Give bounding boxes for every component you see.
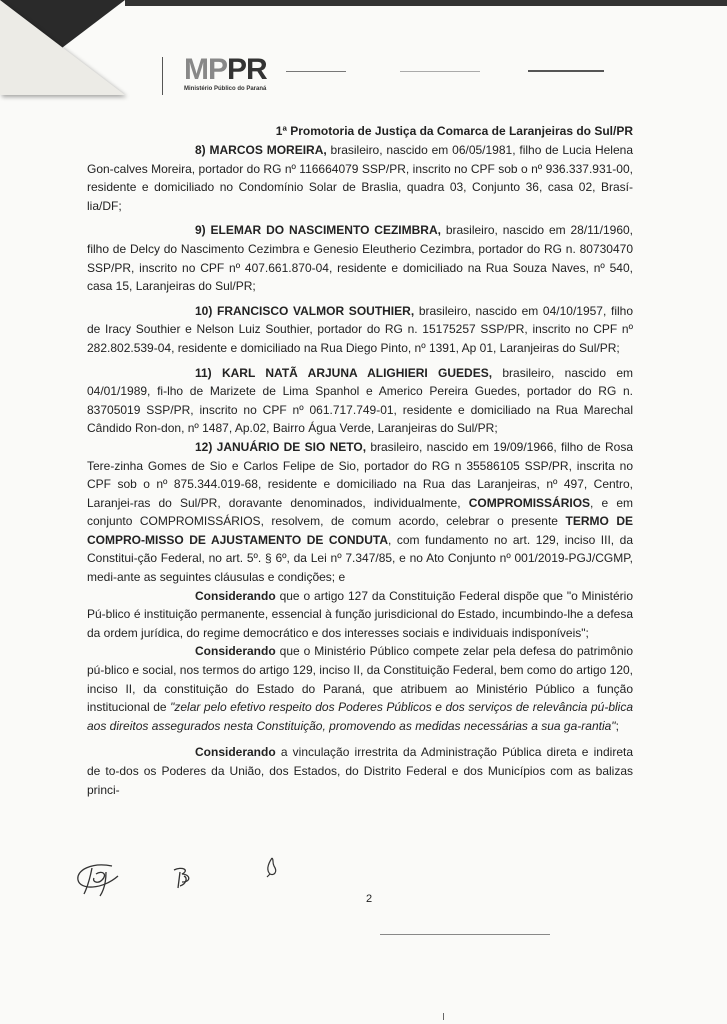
logo-mark — [184, 53, 267, 87]
party-8 — [87, 141, 633, 215]
party-name: 10) FRANCISCO VALMOR SOUTHIER, — [195, 303, 415, 318]
party-11 — [87, 364, 633, 438]
signature-initials-1 — [72, 860, 132, 898]
considerando-text: que o Ministério Público compete zelar pela defesa do patrimônio pú-blico e social, nos termos do artigo 129, inciso II, da Constituição Federal, bem como do artigo 120, inciso II, da constituição do Estado do Paraná, que atribuem ao Ministério Público a função institucional de — [87, 644, 633, 715]
considerando-text: que o artigo 127 da Constituição Federal dispõe que "o Ministério Pú-blico é instituição permanente, essencial à função jurisdicional do Estado, incumbindo-lhe a defesa da ordem jurídica, do regime democrático e dos interesses sociais e individuais indisponíveis"; — [87, 588, 633, 640]
quote: "zelar pelo efetivo respeito dos Poderes Públicos e dos serviços de relevância pú-blica aos direitos assegurados nesta Constituição, promovendo as medidas necessárias a sua ga-rantia" — [87, 700, 634, 733]
logo-subtitle: Ministério Público do Paraná — [184, 86, 267, 92]
bold-term: TERMO DE COMPRO-MISSO DE AJUSTAMENTO DE CONDUTA — [87, 514, 633, 547]
party-10 — [87, 302, 633, 358]
considerando-2 — [87, 642, 633, 735]
party-details: brasileiro, nascido em 04/10/1957, filho de Iracy Southier e Nelson Luiz Southier, portador do RG n. 15175257 SSP/PR, inscrito no CPF nº 282.802.539-04, residente e domiciliado na Rua Diego Pinto, nº 1391, Ap 01, Laranjeiras do Sul/PR; — [87, 303, 633, 355]
header-rule — [400, 71, 480, 72]
considerando-lead: Considerando — [195, 644, 276, 659]
page-number: 2 — [366, 893, 373, 905]
party-details: brasileiro, nascido em 04/01/1989, fi-lho de Marizete de Lima Spanhol e Americo Pereira Guedes, portador do RG n. 83705019 SSP/PR, inscrito no CPF nº 061.717.749-01, residente e domiciliado na Rua Marechal Cândido Ron-don, nº 1487, Ap.02, Bairro Água Verde, Laranjeiras do Sul/PR; — [87, 365, 633, 436]
considerando-lead: Considerando — [195, 745, 276, 760]
party-details: brasileiro, nascido em 06/05/1981, filho de Lucia Helena Gon-calves Moreira, portador do RG nº 116664079 SSP/PR, inscrito no CPF sob o nº 936.337.931-00, residente e domiciliado no Condomínio Solar de Braslia, quadra 03, Conjunto 36, casa 02, Brasí-lia/DF; — [87, 143, 633, 213]
header-rule — [528, 70, 604, 72]
signature-initials-2 — [170, 864, 196, 892]
page-fold-corner — [0, 0, 125, 95]
scan-edge — [125, 0, 727, 6]
party-details: , com fundamento no art. 129, inciso III, da Constitui-ção Federal, no art. 5º. § 6º, da Lei nº 7.347/85, e no Ato Conjunto nº 001/2019-PGJ/CGMP, medi-ante as seguintes cláusulas e condições; e — [87, 532, 633, 585]
considerando-3 — [87, 743, 633, 799]
party-name: 12) JANUÁRIO DE SIO NETO, — [195, 439, 367, 454]
party-details: brasileiro, nascido em 28/11/1960, filho de Delcy do Nascimento Cezimbra e Genesio Eleutherio Cezimbra, portador do RG n. 80730470 SSP/PR, inscrito no CPF nº 407.661.870-04, residente e domiciliado na Rua Souza Naves, nº 540, casa 15, Laranjeiras do Sul/PR; — [87, 223, 633, 294]
office-heading: 1ª Promotoria de Justiça da Comarca de Laranjeiras do Sul/PR — [275, 124, 633, 138]
party-details: , e em conjunto COMPROMISSÁRIOS, resolvem, de comum acordo, celebrar o presente — [87, 495, 633, 529]
logo-pr: PR — [227, 53, 267, 86]
party-12 — [87, 438, 633, 587]
party-details: brasileiro, nascido em 19/09/1966, filho de Rosa Tere-zinha Gomes de Sio e Carlos Felipe de Sio, portador do RG n 35586105 SSP/PR, inscrita no CPF sob o nº 875.344.019-68, residente e domiciliado na Rua das Laranjeiras, nº 497, Centro, Laranjei-ras do Sul/PR, doravante denominados, individualmente, — [87, 439, 633, 510]
scan-artifact-line — [380, 934, 550, 935]
considerando-text: ; — [615, 718, 619, 733]
logo-divider — [162, 57, 163, 95]
document-body — [87, 141, 633, 799]
header-rule — [286, 71, 346, 72]
party-name: 11) KARL NATÃ ARJUNA ALIGHIERI GUEDES, — [195, 365, 493, 380]
considerando-lead: Considerando — [195, 588, 276, 603]
party-name: 9) ELEMAR DO NASCIMENTO CEZIMBRA, — [195, 223, 441, 238]
signature-initials-3 — [264, 856, 282, 878]
scan-artifact-mark — [443, 1013, 444, 1020]
logo-mp: MP — [184, 53, 227, 86]
considerando-text: a vinculação irrestrita da Administração Pública direta e indireta de to-dos os Poderes da União, dos Estados, do Distrito Federal e dos Municípios com as balizas princi- — [87, 745, 633, 797]
party-name: 8) MARCOS MOREIRA, — [195, 143, 327, 157]
party-9 — [87, 221, 633, 295]
considerando-1 — [87, 587, 633, 643]
bold-term: COMPROMISSÁRIOS — [468, 495, 591, 510]
